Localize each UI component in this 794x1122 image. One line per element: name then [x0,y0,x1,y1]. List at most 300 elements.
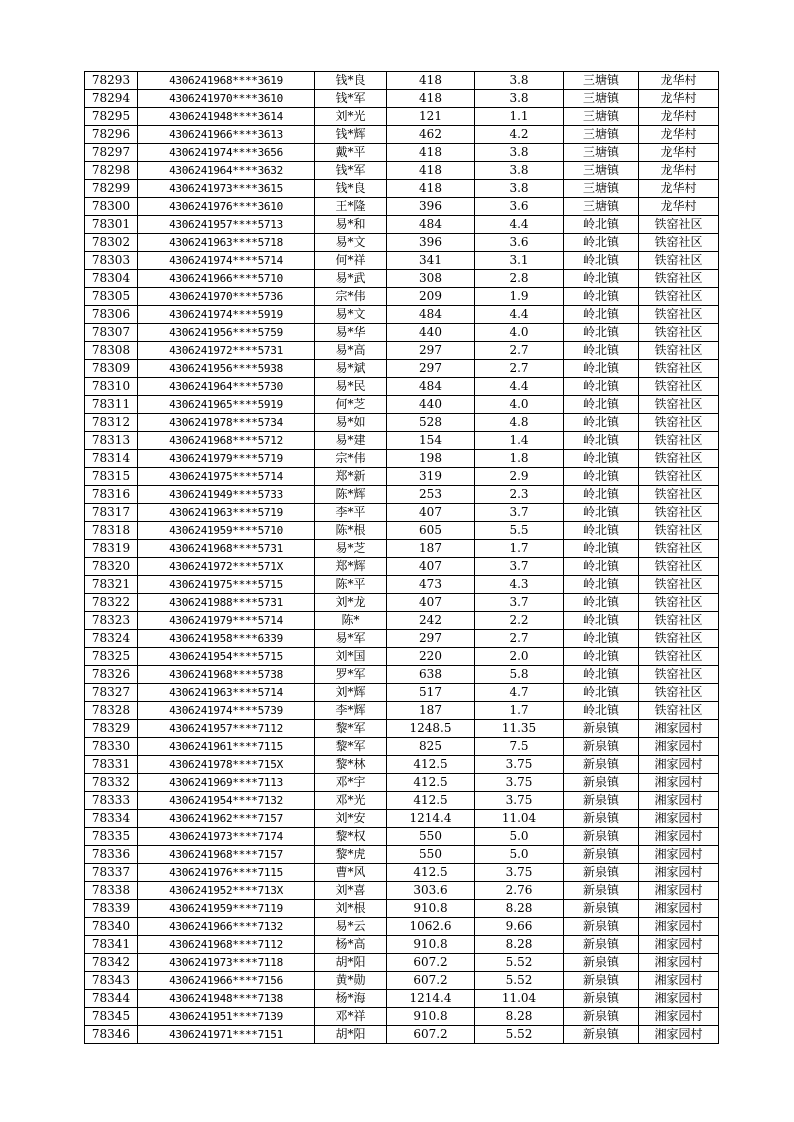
cell-town: 岭北镇 [564,612,639,630]
cell-name: 黎*军 [315,720,387,738]
cell-town: 岭北镇 [564,252,639,270]
cell-serial-number: 78305 [85,288,138,306]
cell-name: 杨*海 [315,990,387,1008]
cell-id-number: 4306241970****5736 [138,288,315,306]
cell-id-number: 4306241957****7112 [138,720,315,738]
table-row [85,90,719,108]
table-row [85,666,719,684]
cell-id-number: 4306241961****7115 [138,738,315,756]
cell-town: 新泉镇 [564,810,639,828]
cell-area: 5.8 [475,666,564,684]
cell-id-number: 4306241954****5715 [138,648,315,666]
cell-village: 湘家园村 [639,918,719,936]
table-row [85,972,719,990]
cell-town: 岭北镇 [564,432,639,450]
cell-area: 2.9 [475,468,564,486]
cell-town: 新泉镇 [564,1008,639,1026]
cell-name: 钱*良 [315,180,387,198]
cell-town: 岭北镇 [564,666,639,684]
table-row [85,792,719,810]
cell-amount: 638 [387,666,475,684]
table-row [85,198,719,216]
table-row [85,828,719,846]
cell-area: 3.1 [475,252,564,270]
cell-town: 新泉镇 [564,918,639,936]
cell-serial-number: 78293 [85,72,138,90]
cell-village: 铁窑社区 [639,378,719,396]
cell-serial-number: 78322 [85,594,138,612]
cell-village: 龙华村 [639,198,719,216]
cell-town: 岭北镇 [564,576,639,594]
cell-area: 4.4 [475,306,564,324]
cell-area: 5.0 [475,846,564,864]
cell-village: 龙华村 [639,144,719,162]
cell-town: 岭北镇 [564,360,639,378]
table-row [85,522,719,540]
cell-town: 新泉镇 [564,864,639,882]
cell-amount: 187 [387,702,475,720]
cell-town: 新泉镇 [564,738,639,756]
cell-serial-number: 78297 [85,144,138,162]
table-row [85,396,719,414]
cell-serial-number: 78332 [85,774,138,792]
cell-amount: 242 [387,612,475,630]
cell-serial-number: 78320 [85,558,138,576]
cell-name: 易*建 [315,432,387,450]
cell-area: 3.8 [475,72,564,90]
cell-town: 新泉镇 [564,954,639,972]
cell-name: 曹*风 [315,864,387,882]
cell-town: 岭北镇 [564,270,639,288]
table-row [85,1008,719,1026]
cell-serial-number: 78323 [85,612,138,630]
cell-village: 铁窑社区 [639,252,719,270]
cell-serial-number: 78329 [85,720,138,738]
table-row [85,558,719,576]
cell-name: 胡*阳 [315,954,387,972]
cell-area: 4.0 [475,396,564,414]
cell-village: 铁窑社区 [639,702,719,720]
cell-name: 刘*龙 [315,594,387,612]
cell-village: 铁窑社区 [639,648,719,666]
cell-id-number: 4306241964****5730 [138,378,315,396]
cell-name: 陈*根 [315,522,387,540]
cell-amount: 308 [387,270,475,288]
cell-amount: 1062.6 [387,918,475,936]
cell-town: 新泉镇 [564,1026,639,1044]
cell-area: 8.28 [475,900,564,918]
table-row [85,684,719,702]
cell-area: 11.35 [475,720,564,738]
cell-town: 三塘镇 [564,90,639,108]
cell-serial-number: 78311 [85,396,138,414]
cell-id-number: 4306241963****5719 [138,504,315,522]
cell-serial-number: 78302 [85,234,138,252]
cell-id-number: 4306241974****5739 [138,702,315,720]
cell-town: 岭北镇 [564,342,639,360]
cell-serial-number: 78308 [85,342,138,360]
cell-town: 岭北镇 [564,630,639,648]
cell-village: 铁窑社区 [639,468,719,486]
cell-id-number: 4306241988****5731 [138,594,315,612]
cell-serial-number: 78327 [85,684,138,702]
cell-village: 铁窑社区 [639,396,719,414]
cell-id-number: 4306241958****6339 [138,630,315,648]
cell-name: 杨*高 [315,936,387,954]
cell-serial-number: 78345 [85,1008,138,1026]
cell-id-number: 4306241979****5719 [138,450,315,468]
cell-village: 湘家园村 [639,882,719,900]
cell-id-number: 4306241968****7112 [138,936,315,954]
cell-serial-number: 78319 [85,540,138,558]
cell-village: 湘家园村 [639,828,719,846]
table-row [85,108,719,126]
cell-amount: 607.2 [387,954,475,972]
cell-id-number: 4306241964****3632 [138,162,315,180]
cell-amount: 121 [387,108,475,126]
cell-name: 邓*光 [315,792,387,810]
table-row [85,900,719,918]
cell-id-number: 4306241976****7115 [138,864,315,882]
cell-area: 3.8 [475,180,564,198]
table-row [85,72,719,90]
cell-area: 4.8 [475,414,564,432]
cell-town: 新泉镇 [564,792,639,810]
cell-serial-number: 78310 [85,378,138,396]
cell-name: 易*和 [315,216,387,234]
cell-town: 岭北镇 [564,468,639,486]
cell-name: 戴*平 [315,144,387,162]
table-row [85,234,719,252]
cell-area: 8.28 [475,1008,564,1026]
cell-village: 湘家园村 [639,810,719,828]
cell-area: 4.4 [475,216,564,234]
cell-amount: 418 [387,144,475,162]
cell-amount: 412.5 [387,756,475,774]
cell-id-number: 4306241968****5731 [138,540,315,558]
table-row [85,540,719,558]
table-row [85,702,719,720]
cell-id-number: 4306241954****7132 [138,792,315,810]
cell-name: 李*辉 [315,702,387,720]
table-row [85,774,719,792]
cell-serial-number: 78346 [85,1026,138,1044]
cell-area: 5.0 [475,828,564,846]
cell-area: 11.04 [475,810,564,828]
cell-town: 新泉镇 [564,828,639,846]
cell-area: 1.7 [475,702,564,720]
cell-amount: 484 [387,306,475,324]
cell-area: 4.3 [475,576,564,594]
cell-id-number: 4306241966****7132 [138,918,315,936]
cell-amount: 412.5 [387,774,475,792]
cell-serial-number: 78303 [85,252,138,270]
cell-name: 易*民 [315,378,387,396]
cell-name: 陈*辉 [315,486,387,504]
cell-amount: 418 [387,162,475,180]
cell-amount: 187 [387,540,475,558]
cell-town: 三塘镇 [564,108,639,126]
cell-town: 三塘镇 [564,72,639,90]
cell-id-number: 4306241979****5714 [138,612,315,630]
table-row [85,918,719,936]
cell-id-number: 4306241956****5938 [138,360,315,378]
cell-name: 易*军 [315,630,387,648]
cell-id-number: 4306241948****7138 [138,990,315,1008]
cell-village: 铁窑社区 [639,216,719,234]
cell-area: 4.0 [475,324,564,342]
table-row [85,432,719,450]
cell-serial-number: 78317 [85,504,138,522]
cell-amount: 440 [387,396,475,414]
table-row [85,864,719,882]
cell-area: 3.75 [475,774,564,792]
cell-village: 铁窑社区 [639,360,719,378]
cell-serial-number: 78312 [85,414,138,432]
table-row [85,468,719,486]
cell-village: 铁窑社区 [639,684,719,702]
cell-id-number: 4306241948****3614 [138,108,315,126]
cell-serial-number: 78315 [85,468,138,486]
cell-amount: 1214.4 [387,810,475,828]
cell-area: 4.4 [475,378,564,396]
cell-town: 岭北镇 [564,486,639,504]
cell-id-number: 4306241975****5715 [138,576,315,594]
cell-serial-number: 78318 [85,522,138,540]
cell-village: 湘家园村 [639,846,719,864]
cell-amount: 484 [387,378,475,396]
cell-id-number: 4306241956****5759 [138,324,315,342]
cell-town: 岭北镇 [564,306,639,324]
cell-id-number: 4306241976****3610 [138,198,315,216]
cell-name: 何*芝 [315,396,387,414]
cell-serial-number: 78300 [85,198,138,216]
data-table [84,71,719,1044]
cell-town: 新泉镇 [564,846,639,864]
cell-area: 3.75 [475,864,564,882]
cell-area: 3.75 [475,756,564,774]
cell-name: 黎*林 [315,756,387,774]
cell-id-number: 4306241969****7113 [138,774,315,792]
cell-id-number: 4306241952****713X [138,882,315,900]
cell-village: 湘家园村 [639,774,719,792]
cell-area: 2.3 [475,486,564,504]
cell-area: 4.2 [475,126,564,144]
cell-area: 3.8 [475,162,564,180]
cell-area: 3.6 [475,234,564,252]
cell-serial-number: 78296 [85,126,138,144]
cell-id-number: 4306241965****5919 [138,396,315,414]
table-row [85,486,719,504]
cell-id-number: 4306241959****7119 [138,900,315,918]
cell-name: 刘*安 [315,810,387,828]
cell-serial-number: 78333 [85,792,138,810]
cell-area: 3.8 [475,90,564,108]
cell-id-number: 4306241966****3613 [138,126,315,144]
cell-town: 三塘镇 [564,162,639,180]
cell-area: 5.5 [475,522,564,540]
cell-serial-number: 78298 [85,162,138,180]
cell-village: 铁窑社区 [639,594,719,612]
cell-id-number: 4306241972****571X [138,558,315,576]
cell-id-number: 4306241974****5714 [138,252,315,270]
table-row [85,216,719,234]
cell-name: 何*祥 [315,252,387,270]
cell-village: 湘家园村 [639,972,719,990]
cell-name: 钱*良 [315,72,387,90]
cell-amount: 303.6 [387,882,475,900]
cell-village: 湘家园村 [639,1026,719,1044]
cell-village: 龙华村 [639,162,719,180]
cell-amount: 396 [387,198,475,216]
cell-name: 易*文 [315,234,387,252]
cell-village: 铁窑社区 [639,306,719,324]
cell-name: 易*云 [315,918,387,936]
cell-area: 3.7 [475,558,564,576]
cell-serial-number: 78341 [85,936,138,954]
table-row [85,270,719,288]
cell-amount: 418 [387,90,475,108]
cell-village: 铁窑社区 [639,612,719,630]
cell-id-number: 4306241970****3610 [138,90,315,108]
cell-amount: 297 [387,342,475,360]
cell-town: 新泉镇 [564,882,639,900]
cell-amount: 209 [387,288,475,306]
cell-name: 易*高 [315,342,387,360]
cell-id-number: 4306241949****5733 [138,486,315,504]
cell-amount: 1248.5 [387,720,475,738]
table-row [85,648,719,666]
cell-name: 宗*伟 [315,450,387,468]
cell-id-number: 4306241978****715X [138,756,315,774]
cell-village: 铁窑社区 [639,576,719,594]
cell-serial-number: 78306 [85,306,138,324]
cell-town: 新泉镇 [564,936,639,954]
cell-amount: 484 [387,216,475,234]
cell-id-number: 4306241968****3619 [138,72,315,90]
cell-serial-number: 78314 [85,450,138,468]
cell-name: 罗*军 [315,666,387,684]
cell-amount: 1214.4 [387,990,475,1008]
cell-serial-number: 78343 [85,972,138,990]
cell-village: 铁窑社区 [639,324,719,342]
cell-town: 新泉镇 [564,720,639,738]
cell-village: 铁窑社区 [639,630,719,648]
cell-amount: 198 [387,450,475,468]
cell-id-number: 4306241963****5718 [138,234,315,252]
table-row [85,576,719,594]
cell-amount: 517 [387,684,475,702]
cell-amount: 910.8 [387,900,475,918]
cell-village: 龙华村 [639,90,719,108]
cell-amount: 550 [387,828,475,846]
cell-area: 1.1 [475,108,564,126]
cell-amount: 407 [387,558,475,576]
cell-area: 3.6 [475,198,564,216]
cell-id-number: 4306241962****7157 [138,810,315,828]
cell-area: 2.7 [475,630,564,648]
cell-amount: 473 [387,576,475,594]
table-row [85,504,719,522]
table-row [85,1026,719,1044]
cell-amount: 607.2 [387,972,475,990]
cell-serial-number: 78340 [85,918,138,936]
cell-village: 湘家园村 [639,756,719,774]
cell-area: 1.4 [475,432,564,450]
cell-amount: 154 [387,432,475,450]
cell-amount: 396 [387,234,475,252]
cell-amount: 607.2 [387,1026,475,1044]
cell-name: 钱*军 [315,162,387,180]
cell-amount: 319 [387,468,475,486]
cell-town: 新泉镇 [564,774,639,792]
cell-area: 2.2 [475,612,564,630]
table-row [85,846,719,864]
cell-amount: 412.5 [387,864,475,882]
cell-town: 岭北镇 [564,540,639,558]
table-row [85,450,719,468]
cell-serial-number: 78331 [85,756,138,774]
cell-amount: 412.5 [387,792,475,810]
cell-serial-number: 78299 [85,180,138,198]
cell-amount: 440 [387,324,475,342]
cell-name: 钱*军 [315,90,387,108]
cell-name: 陈*平 [315,576,387,594]
table-row [85,414,719,432]
cell-amount: 297 [387,360,475,378]
cell-id-number: 4306241978****5734 [138,414,315,432]
cell-village: 龙华村 [639,126,719,144]
cell-name: 易*华 [315,324,387,342]
table-row [85,360,719,378]
cell-town: 岭北镇 [564,558,639,576]
cell-area: 2.76 [475,882,564,900]
cell-town: 新泉镇 [564,972,639,990]
cell-village: 铁窑社区 [639,288,719,306]
cell-village: 湘家园村 [639,990,719,1008]
cell-town: 岭北镇 [564,522,639,540]
cell-name: 刘*国 [315,648,387,666]
table-row [85,324,719,342]
table-row [85,162,719,180]
cell-id-number: 4306241971****7151 [138,1026,315,1044]
cell-town: 岭北镇 [564,504,639,522]
table-row [85,306,719,324]
cell-amount: 220 [387,648,475,666]
cell-town: 岭北镇 [564,702,639,720]
cell-name: 易*如 [315,414,387,432]
cell-town: 岭北镇 [564,234,639,252]
cell-area: 5.52 [475,972,564,990]
cell-village: 铁窑社区 [639,270,719,288]
cell-name: 黄*勋 [315,972,387,990]
cell-village: 龙华村 [639,108,719,126]
cell-name: 易*芝 [315,540,387,558]
cell-area: 2.8 [475,270,564,288]
cell-amount: 341 [387,252,475,270]
cell-town: 岭北镇 [564,414,639,432]
cell-area: 4.7 [475,684,564,702]
cell-village: 铁窑社区 [639,234,719,252]
table-row [85,126,719,144]
cell-serial-number: 78342 [85,954,138,972]
cell-town: 岭北镇 [564,288,639,306]
cell-amount: 253 [387,486,475,504]
cell-id-number: 4306241951****7139 [138,1008,315,1026]
cell-serial-number: 78328 [85,702,138,720]
cell-area: 3.75 [475,792,564,810]
cell-name: 郑*新 [315,468,387,486]
